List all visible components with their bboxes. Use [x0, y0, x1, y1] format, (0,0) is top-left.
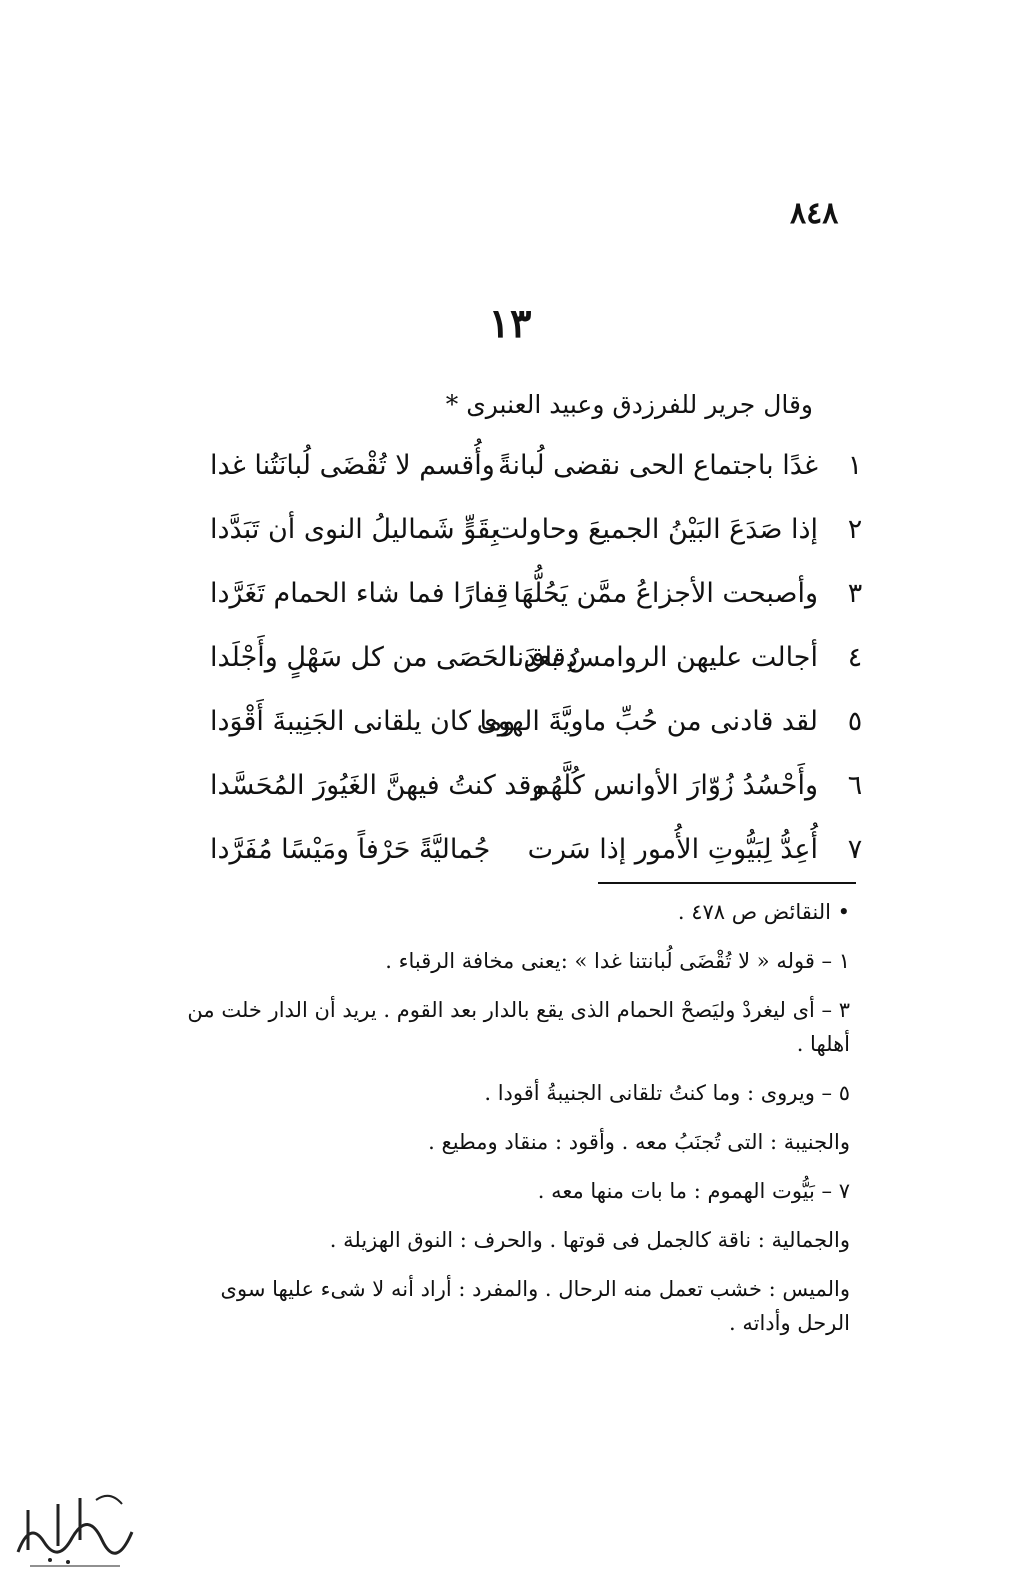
verse-number: ٦: [847, 770, 863, 801]
verse-5: [200, 696, 870, 760]
page-number: ٨٤٨: [790, 196, 839, 231]
verse-second-hemistich: وقد كنتُ فيهنَّ الغَيُورَ المُحَسَّدا: [210, 770, 545, 801]
verse-second-hemistich: وأُقسم لا تُقْضَى لُبانَتُنا غدا: [210, 450, 495, 481]
footnote-divider: [598, 882, 856, 884]
poem-number: ١٣: [488, 300, 532, 347]
poem-intro: وقال جرير للفرزدق وعبيد العنبرى *: [445, 390, 813, 419]
verse-second-hemistich: بِقَوٍّ شَماليلُ النوى أن تَبَدَّدا: [210, 514, 499, 545]
footnote-source: • النقائض ص ٤٧٨ .: [677, 900, 850, 924]
verse-first-hemistich: لقد قادنى من حُبِّ ماويَّةَ الهوى: [476, 706, 818, 737]
verse-first-hemistich: وأَحْسُدُ زُوّارَ الأوانس كُلَّهُم: [532, 770, 818, 801]
verse-1: [200, 440, 870, 504]
verse-first-hemistich: غدًا باجتماع الحى نقضى لُبانةً: [498, 450, 818, 481]
verse-first-hemistich: أجالت عليهن الروامسُ بعدنا: [508, 642, 818, 673]
verse-number: ٧: [847, 834, 863, 865]
verse-first-hemistich: أُعِدُّ لِبَيُّوتِ الأُمور إذا سَرت: [527, 834, 818, 865]
footnote-verse-1: ١ – قوله « لا تُقْضَى لُبانتنا غدا » :يعنى مخافة الرقباء .: [385, 949, 850, 973]
verse-second-hemistich: جُماليَّةً حَرْفاً ومَيْسًا مُفَرَّدا: [210, 834, 491, 865]
footnote-verse-7-jamaliya: والجمالية : ناقة كالجمل فى قوتها . والحرف : النوق الهزيلة .: [329, 1228, 850, 1252]
footnote-verse-7-mays: والميس : خشب تعمل منه الرحال . والمفرد : أراد أنه لا شىء عليها سوى الرحل وأداته .: [220, 1277, 850, 1335]
footnote-verse-5-janiba: والجنيبة : التى تُجنَبُ معه . وأقود : منقاد ومطيع .: [428, 1130, 850, 1154]
verse-first-hemistich: وأصبحت الأجزاعُ ممَّن يَحُلُّهَا: [513, 578, 818, 609]
footnote-verse-3: ٣ – أى ليغردْ وليَصحْ الحمام الذى يقع بالدار بعد القوم . يريد أن الدار خلت من أهلها .: [187, 998, 850, 1056]
verse-7: [200, 824, 870, 888]
footnote-verse-7: ٧ – بَيُّوت الهموم : ما بات منها معه .: [537, 1179, 850, 1203]
verse-number: ١: [847, 450, 863, 481]
verse-second-hemistich: وما كان يلقانى الجَنِيبةَ أَقْوَدا: [210, 706, 516, 737]
verse-number: ٥: [847, 706, 863, 737]
verse-second-hemistich: دِقاقَ الحَصَى من كل سَهْلٍ وأَجْلَدا: [210, 642, 578, 673]
verse-second-hemistich: قِفارًا فما شاء الحمام تَغَرَّدا: [210, 578, 509, 609]
verse-number: ٤: [847, 642, 863, 673]
verse-number: ٣: [847, 578, 863, 609]
verse-first-hemistich: إذا صَدَعَ البَيْنُ الجميعَ وحاولت: [493, 514, 818, 545]
verse-number: ٢: [847, 514, 863, 545]
footnote-verse-5: ٥ – ويروى : وما كنتُ تلقانى الجنيبةُ أقودا .: [484, 1081, 850, 1105]
verse-6: [200, 760, 870, 824]
footnotes: [170, 895, 850, 1355]
verse-3: [200, 568, 870, 632]
verse-4: [200, 632, 870, 696]
calligraphy-logo: [10, 1480, 140, 1570]
verse-2: [200, 504, 870, 568]
verses: [200, 440, 870, 888]
